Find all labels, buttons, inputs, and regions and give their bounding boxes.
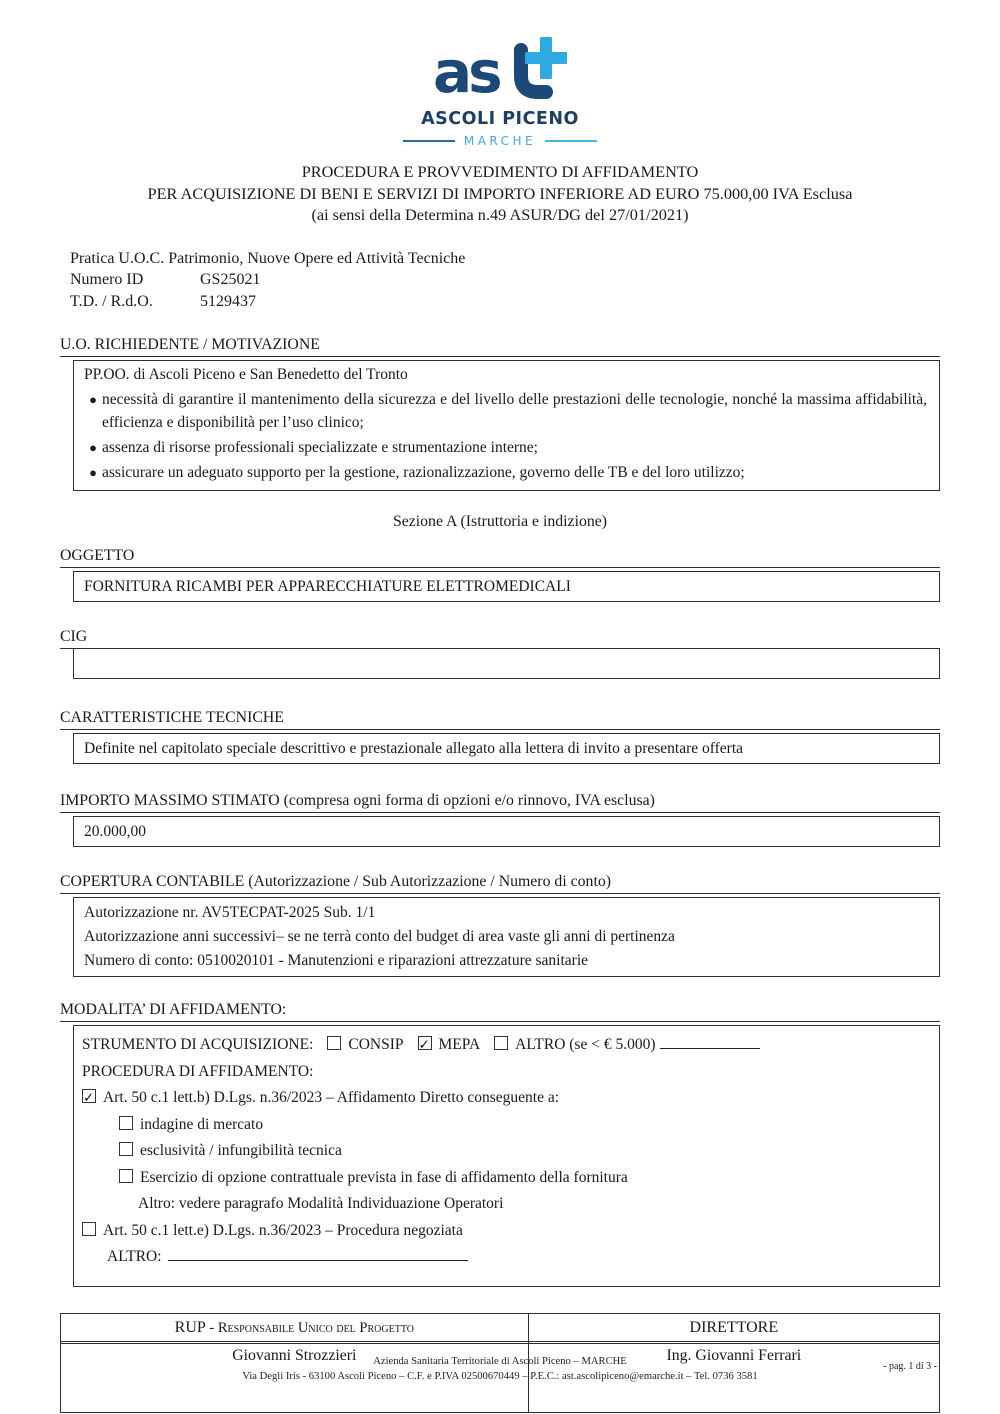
rup-header-cell: RUP - Responsabile Unico del Progetto <box>61 1313 529 1343</box>
altro-checkbox <box>494 1036 508 1050</box>
cig-heading: CIG <box>60 628 940 649</box>
svg-text:as: as <box>433 38 499 102</box>
footer-line-2: Via Degli Iris - 63100 Ascoli Piceno – C.F. e P.IVA 02500670449 – P.E.C.: ast.ascolipiceno@emarche.it – Tel. 0736 3581 <box>242 1370 758 1382</box>
section-oggetto <box>60 547 940 602</box>
uo-richiedente-heading: U.O. RICHIEDENTE / MOTIVAZIONE <box>60 336 940 357</box>
title-line-3: (ai sensi della Determina n.49 ASUR/DG del 27/01/2021) <box>311 205 689 224</box>
procedura-item-indagine: indagine di mercato <box>119 1112 929 1138</box>
bullet-icon: ● <box>89 440 97 455</box>
uo-bullet-3: ● assicurare un adeguato supporto per la gestione, razionalizzazione, governo delle TB e del loro utilizzo; <box>84 461 929 484</box>
modalita-box <box>73 1025 940 1287</box>
numero-id-value: GS25021 <box>200 271 261 288</box>
copertura-line-1: Autorizzazione nr. AV5TECPAT-2025 Sub. 1/1 <box>84 904 376 921</box>
logo-left-line <box>403 140 455 142</box>
footer-rule <box>60 1341 940 1342</box>
procedura-item-esercizio: Esercizio di opzione contrattuale prevista in fase di affidamento della fornitura <box>119 1165 929 1191</box>
footer-line-1: Azienda Sanitaria Territoriale di Ascoli Piceno – MARCHE <box>373 1356 627 1367</box>
copertura-heading: COPERTURA CONTABILE (Autorizzazione / Sub Autorizzazione / Numero di conto) <box>60 873 940 894</box>
strumento-line <box>82 1032 929 1058</box>
footer-text <box>0 1355 1000 1384</box>
oggetto-box: FORNITURA RICAMBI PER APPARECCHIATURE ELETTROMEDICALI <box>73 571 940 602</box>
uo-bullet-1: ● necessità di garantire il mantenimento della sicurezza e del livello delle prestazioni delle tecnologie, nonché la massima affidabilità, efficienza e disponibilità per l’uso clinico; <box>84 388 929 434</box>
logo-region-label: MARCHE <box>463 134 537 148</box>
uo-bullet-2: ● assenza di risorse professionali specializzate e strumentazione interne; <box>84 436 929 459</box>
cig-box <box>73 649 940 679</box>
section-cig <box>60 628 940 679</box>
copertura-line-3: Numero di conto: 0510020101 - Manutenzioni e riparazioni attrezzature sanitarie <box>84 952 588 969</box>
direttore-header-cell: DIRETTORE <box>528 1313 939 1343</box>
esclusivita-checkbox <box>119 1142 133 1156</box>
logo-organization-name: ASCOLI PICENO <box>421 109 579 129</box>
consip-checkbox <box>327 1036 341 1050</box>
option-consip: CONSIP <box>327 1032 403 1058</box>
altro-blank-line <box>660 1035 760 1049</box>
caratteristiche-box: Definite nel capitolato speciale descrittivo e prestazionale allegato alla lettera di invito a presentare offerta <box>73 733 940 764</box>
altro-final-blank-line <box>168 1247 468 1261</box>
title-line-2: PER ACQUISIZIONE DI BENI E SERVIZI DI IMPORTO INFERIORE AD EURO 75.000,00 IVA Esclusa <box>147 183 853 203</box>
section-modalita <box>60 1001 940 1287</box>
section-copertura <box>60 873 940 977</box>
pratica-line: Pratica U.O.C. Patrimonio, Nuove Opere ed Attività Tecniche <box>70 249 466 267</box>
section-uo-richiedente <box>60 336 940 491</box>
mepa-checkbox <box>418 1036 432 1050</box>
uo-richiedente-box <box>73 360 940 491</box>
copertura-box <box>73 897 940 977</box>
copertura-line-2: Autorizzazione anni successivi– se ne terrà conto del budget di area vaste gli anni di pertinenza <box>84 928 675 945</box>
art50e-checkbox <box>82 1222 96 1236</box>
procedura-item-art50b: ✓Art. 50 c.1 lett.b) D.Lgs. n.36/2023 – Affidamento Diretto conseguente a: <box>82 1085 929 1111</box>
bullet-icon: ● <box>89 392 97 407</box>
page-number: - pag. 1 di 3 - <box>883 1361 937 1372</box>
document-title <box>60 161 940 226</box>
logo-right-line <box>545 140 597 142</box>
section-caratteristiche <box>60 709 940 764</box>
sezione-a-title: Sezione A (Istruttoria e indizione) <box>392 513 608 530</box>
option-altro: ALTRO (se < € 5.000) <box>494 1032 759 1058</box>
indagine-checkbox <box>119 1116 133 1130</box>
procedura-item-esclusivita: esclusività / infungibilità tecnica <box>119 1138 929 1164</box>
option-mepa: ✓ MEPA <box>418 1032 481 1058</box>
pratica-block <box>70 248 940 313</box>
logo-region-row <box>0 134 1000 148</box>
importo-heading: IMPORTO MASSIMO STIMATO (compresa ogni forma di opzioni e/o rinnovo, IVA esclusa) <box>60 792 940 813</box>
signatures-header-row <box>61 1313 940 1343</box>
modalita-heading: MODALITA’ DI AFFIDAMENTO: <box>60 1001 940 1022</box>
numero-id-label: Numero ID <box>70 271 144 288</box>
td-rdo-label: T.D. / R.d.O. <box>70 292 153 310</box>
bullet-icon: ● <box>89 465 97 480</box>
rup-name-cell: Giovanni Strozzieri <box>61 1343 529 1412</box>
oggetto-heading: OGGETTO <box>60 547 940 568</box>
td-rdo-value: 5129437 <box>200 292 256 310</box>
procedura-item-art50e: Art. 50 c.1 lett.e) D.Lgs. n.36/2023 – Procedura negoziata <box>82 1218 929 1244</box>
uo-intro: PP.OO. di Ascoli Piceno e San Benedetto del Tronto <box>84 366 408 383</box>
esercizio-checkbox <box>119 1169 133 1183</box>
procedura-item-altro-vedere: Altro: vedere paragrafo Modalità Individuazione Operatori <box>138 1195 504 1212</box>
ast-logo <box>0 26 1000 148</box>
importo-box: 20.000,00 <box>73 816 940 847</box>
ast-logo-mark <box>425 26 575 102</box>
caratteristiche-heading: CARATTERISTICHE TECNICHE <box>60 709 940 730</box>
title-line-1: PROCEDURA E PROVVEDIMENTO DI AFFIDAMENTO <box>301 162 699 181</box>
direttore-name-cell: Ing. Giovanni Ferrari <box>528 1343 939 1412</box>
section-importo <box>60 792 940 847</box>
strumento-label: STRUMENTO DI ACQUISIZIONE: <box>82 1036 314 1053</box>
art50b-checkbox <box>82 1089 96 1103</box>
procedura-label: PROCEDURA DI AFFIDAMENTO: <box>82 1062 314 1080</box>
procedura-item-altro-final: ALTRO: <box>107 1244 929 1270</box>
page-footer <box>0 1341 1000 1384</box>
